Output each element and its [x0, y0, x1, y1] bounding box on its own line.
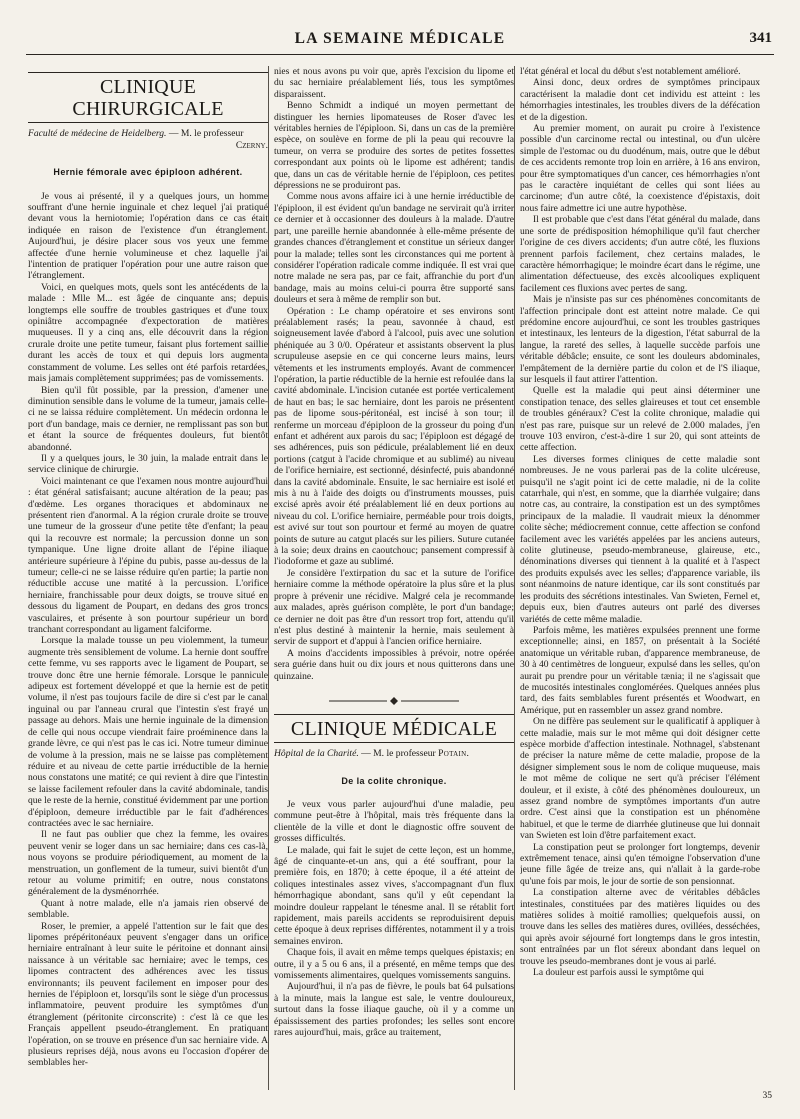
- column-2: [274, 66, 514, 1091]
- hospital-name: Hôpital de la Charité.: [274, 747, 359, 759]
- column-rule: [514, 66, 515, 1090]
- paragraph: Mais je n'insiste pas sur ces phénomènes concomitants de l'affection principale dont est atteint notre malade. Ce qui prédomine encore aujourd'hui, ce sont les troubles gastriques et intestinaux, les lenteurs de la digestion, l'état saburral de la langue, la rareté des selles, à laquelle succède parfois une véritable débâcle; ensuite, ce sont les douleurs abdominales, l'empâtement de la dernière partie du colon et de l'S iliaque, sur lesquels il faut attirer l'attention.: [520, 294, 760, 385]
- paragraph: Chaque fois, il avait en même temps quelques épistaxis; en outre, il y a 5 ou 6 ans, il a présenté, en même temps que des vomissements alimentaires, quelques vomissements sanguins.: [274, 947, 514, 982]
- ornament-separator: [329, 696, 459, 706]
- paragraph: Quelle est la maladie qui peut ainsi déterminer une constipation tenace, des selles glaireuses et tout cet ensemble de troubles généraux? C'est la colite chronique, maladie qui n'est pas rare, puisque sur un relevé de 2.000 malades, j'en trouve 103 environ, c'est-à-dire 1 sur 20, qui sont atteints de cette affection.: [520, 385, 760, 454]
- paragraph: Roser, le premier, a appelé l'attention sur le fait que des lipomes prépéritonéaux peuvent s'engager dans un orifice herniaire entraînant à leur suite le péritoine et donnant ainsi naissance à un véritable sac herniaire; avec le temps, ces lipomes contractent des adhérences avec les tissus environnants; ils peuvent facilement en imposer pour des hernies de l'épiploon et, lorsqu'ils sont le siège d'un processus inflammatoire, peuvent produire les symptômes d'un étranglement (péritonite circonscrite) : c'est là ce que les Français appellent pseudo-étranglement. En pratiquant l'opération, on se trouve en présence d'un sac herniaire vide. A plusieurs reprises déjà, nous avons eu l'occasion d'opérer de semblables her-: [28, 920, 268, 1069]
- paragraph: A moins d'accidents impossibles à prévoir, notre opérée sera guérie dans huit ou dix jours et nous quitterons dans une quinzaine.: [274, 647, 514, 682]
- subsection-title-colite: De la colite chronique.: [341, 775, 447, 786]
- paragraph: Il y a quelques jours, le 30 juin, la malade entrait dans le service clinique de chirurgie.: [28, 452, 268, 476]
- signature-mark: 35: [762, 1091, 772, 1101]
- professor-prefix: — M. le professeur: [361, 747, 436, 759]
- paragraph: Lorsque la malade tousse un peu violemment, la tumeur augmente très sensiblement de volume. La hernie dont souffre cette femme, vu ses rapports avec le ligament de Poupart, se trouve donc être une hernie fémorale. Lorsque le pannicule adipeux est fortement développé et que la hernie est de petit volume, il n'est pas toujours facile de dire si c'est par le canal inguinal ou par l'anneau crural que l'intestin s'est frayé un passage au dehors. Mais une hernie inguinale de la dimension de celle qui nous occupe viendrait faire proéminence dans la grande lèvre, ce qui n'est pas le cas ici. Notre tumeur diminue de volume à la pression, mais ne se laisse pas complètement réduire et au niveau de cette partie irréductible de la hernie nous constatons une matité; ce qui revient à dire que l'intestin se laisse facilement refouler dans la cavité abdominale, tandis que le reste de la hernie, constitué évidemment par une portion d'épiploon, demeure irréductible par le fait d'adhérences contractées avec le sac herniaire.: [28, 635, 268, 829]
- running-header: [26, 26, 774, 55]
- paragraph: Bien qu'il fût possible, par la pression, d'amener une diminution sensible dans le volume de la tumeur, jamais celle-ci ne se laissa réduire complètement. Un médecin ordonna le port d'un bandage, mais ce dernier, ne remplissant pas son but et étant la source de fréquentes douleurs, fut bientôt abandonné.: [28, 384, 268, 453]
- journal-title: LA SEMAINE MÉDICALE: [294, 30, 506, 47]
- paragraph: Le malade, qui fait le sujet de cette leçon, est un homme, âgé de cinquante-et-un ans, qui a été souffrant, pour la première fois, en 1870; à cette époque, il a été atteint de coliques intestinales assez vives, s'accompagnant d'un flux hémorrhagique abondant, sans qu'il y eût cependant la moindre douleur rappelant le ténesme anal. Il se rétablit fort rapidement, mais pareils accidents se reproduisirent depuis cette époque à deux reprises différentes, notamment il y a trois semaines environ.: [274, 844, 514, 947]
- faculty-name: Faculté de médecine de Heidelberg.: [28, 128, 167, 139]
- paragraph: Voici maintenant ce que l'examen nous montre aujourd'hui : état général satisfaisant; aucune altération de la peau; pas d'œdème. Les organes thoraciques et abdominaux ne présentent rien d'anormal. A la région crurale droite se trouve une tumeur de la grosseur d'une petite tête d'enfant; la peau qui la recouvre est normale; la percussion donne un son tympanique. Une ligne droite allant de l'épine iliaque antérieure supérieure à l'épine du pubis, passe au-dessus de la tumeur; celle-ci ne se laisse réduire qu'en partie; la partie non réductible accuse une matité à la percussion. L'orifice herniaire, franchissable pour deux doigts, se trouve situé en dessous du ligament de Poupart, en dedans des gros troncs vasculaires, et présente à son pourtour supérieur un bord tranchant correspondant au ligament falciforme.: [28, 475, 268, 636]
- paragraph: Les diverses formes cliniques de cette maladie sont nombreuses. Je ne vous parlerai pas de la colite ulcéreuse, puisqu'il ne s'agit point ici de cette maladie, ni de la colite catarrhale, qui n'est, en somme, que la diarrhée vulgaire; dans notre cas, au contraire, la constipation est un des symptômes principaux de la maladie. Il vaudrait mieux la dénommer colite sèche; médiocrement connue, cette affection se confond facilement avec les variétés appelées par les anciens auteurs, colite glutineuse, pseudo-membraneuse, glaireuse, etc., dénominations diverses qui tiennent à la qualité et à l'aspect des produits expulsés avec les selles; d'apparence variable, ils sont néanmoins de nature identique, car ils sont constitués par les produits des sécrétions intestinales. Van Swieten, Fernel et, depuis eux, bien d'autres auteurs ont parlé des diverses variétés de cette même maladie.: [520, 453, 760, 625]
- paragraph: Je considère l'extirpation du sac et la suture de l'orifice herniaire comme la méthode opératoire la plus sûre et la plus propre à prévenir une récidive. Malgré cela je recommande aux malades, après guérison complète, le port d'un bandage; ce dernier ne doit pas être d'un ressort trop fort, attendu qu'il n'est plus destiné à maintenir la hernie, mais seulement à servir de support et d'appui à l'ancien orifice herniaire.: [274, 567, 514, 648]
- column-1: [28, 66, 268, 1091]
- paragraph: Opération : Le champ opératoire et ses environs sont préalablement rasés; la peau, savonnée à chaud, est soigneusement lavée d'abord à l'alcool, puis avec une solution phéniquée au 3 0/0. Opérateur et assistants observent la plus scrupuleuse asepsie en ce qui concerne leurs mains, leurs vêtements et les instruments employés. Avant de commencer l'opération, la partie réductible de la hernie est refoulée dans la cavité abdominale. L'incision cutanée est portée verticalement de haut en bas; le sac herniaire, dont les parois ne présentent pas de lipome sous-péritonéal, est incisé à son tour; il renferme un morceau d'épiploon de la grosseur du poing d'un enfant et adhérent aux parois du sac; l'épiploon est dégagé de ses adhérences, puis son pédicule, préalablement lié en deux portions (catgut à l'acide chromique et au sublimé) au niveau de l'orifice herniaire, est sectionné, désinfecté, puis abandonné dans la cavité abdominale. Ensuite, le sac herniaire est isolé et mis à nu à l'aide des doigts ou d'instruments mousses, puis excisé après avoir été préalablement lié en deux portions au niveau du col. L'orifice herniaire, perméable pour trois doigts, est avivé sur tout son pourtour et fermé au moyen de quatre points de suture au catgut placés sur les piliers. Suture cutanée à la soie; deux drains en caoutchouc; pansement compressif à l'iodoforme et gaze au sublimé.: [274, 305, 514, 568]
- page-number: 341: [749, 30, 772, 46]
- column-3: [520, 66, 760, 1091]
- paragraph: Je veux vous parler aujourd'hui d'une maladie, peu commune peut-être à l'hôpital, mais très fréquente dans la clientèle de la ville et dont le diagnostic offre souvent de grosses difficultés.: [274, 798, 514, 845]
- paragraph: Je vous ai présenté, il y a quelques jours, un homme souffrant d'une hernie inguinale et chez lequel j'ai pratiqué devant vous la herniotomie; l'opération dans ce cas était indiquée en raison de l'existence d'un étranglement. Aujourd'hui, je désire placer sous vos yeux une femme affectée d'une hernie volumineuse et chez laquelle j'ai l'intention de pratiquer l'opération pour une autre raison que l'étranglement.: [28, 190, 268, 282]
- paragraph: Aujourd'hui, il n'a pas de fièvre, le pouls bat 64 pulsations à la minute, mais la langue est sale, le ventre douloureux, surtout dans la fosse iliaque gauche, où il y a comme un épaississement des parties profondes; les selles sont encore rares aujourd'hui, mais, grâce au traitement,: [274, 981, 514, 1039]
- paragraph: Il ne faut pas oublier que chez la femme, les ovaires peuvent venir se loger dans un sac herniaire; dans ces cas-là, nous voyons se produire périodiquement, au moment de la menstruation, un gonflement de la tumeur, suivi bientôt d'un retour au volume primitif; en outre, nous constatons généralement de la dysménorrhée.: [28, 829, 268, 898]
- professor-name: Czerny.: [235, 139, 268, 151]
- hospital-line: [274, 748, 514, 760]
- paragraph: Benno Schmidt a indiqué un moyen permettant de distinguer les hernies lipomateuses de Roser d'avec les véritables hernies de l'épiploon. Si, dans un cas de la première espèce, on soulève en forme de pli la peau qui recouvre la tumeur, on verra se produire des sortes de petites fossettes correspondant aux points où le lipome est adhérent; tandis que, dans un cas de véritable hernie de l'épiploon, ces petites dépressions ne se produiront pas.: [274, 100, 514, 192]
- professor-prefix: — M. le professeur: [168, 128, 244, 139]
- subsection-title-hernie: Hernie fémorale avec épiploon adhérent.: [53, 167, 243, 178]
- paragraph: La constipation alterne avec de véritables débâcles intestinales, constituées par des matières liquides ou des matières solides à moitié ramollies; quelquefois aussi, on trouve dans les selles des matières dures, ovillées, desséchées, qui après avoir séjourné fort longtemps dans le gros intestin, sont entraînées par un flot séreux abondant dans lequel on trouve les pseudo-membranes dont je vous ai parlé.: [520, 887, 760, 967]
- column-rule: [268, 66, 269, 1090]
- paragraph: Quant à notre malade, elle n'a jamais rien observé de semblable.: [28, 897, 268, 921]
- paragraph: l'état général et local du début s'est notablement amélioré.: [520, 66, 741, 77]
- professor-name: Potain.: [438, 747, 470, 759]
- faculty-line: [28, 128, 268, 151]
- paragraph: La constipation peut se prolonger fort longtemps, devenir extrêmement tenace, ainsi qu'en témoigne l'observation d'une jeune fille âgée de treize ans, qui n'allait à la garde-robe qu'une fois par mois, le jour de sortie de son pensionnat.: [520, 841, 760, 887]
- section-title-medicale: CLINIQUE MÉDICALE: [274, 714, 514, 743]
- section-title-chirurgicale: CLINIQUE CHIRURGICALE: [28, 72, 268, 123]
- paragraph: nies et nous avons pu voir que, après l'excision du lipome et du sac herniaire préalablement liés, tous les symptômes disparaissent.: [274, 66, 514, 100]
- paragraph: Parfois même, les matières expulsées prennent une forme exceptionnelle; ainsi, en 1857, on présentait à la Société anatomique un véritable ruban, d'apparence membraneuse, de 30 à 40 centimètres de longueur, expulsé dans les selles, qu'on aurait pu prendre pour un véritable tænia; il ne s'agissait que de mucosités intestinales conglomérées. Quelques années plus tard, des faits semblables furent présentés et Woodwart, en Amérique, put en rassembler un assez grand nombre.: [520, 624, 760, 716]
- paragraph: Ainsi donc, deux ordres de symptômes principaux caractérisent la maladie dont cet individu est atteint : les hémorrhagies intestinales, les troubles divers de la défécation et de la digestion.: [520, 77, 760, 123]
- paragraph: Il est probable que c'est dans l'état général du malade, dans une sorte de prédisposition hémophilique qu'il faut chercher l'origine de ces divers accidents; d'un autre côté, les fluxions prennent parfois facilement, chez certains malades, le caractère hémorrhagique; le moindre écart dans le régime, une alimentation défectueuse, des excès alcooliques expliquent facilement ces fluxions avec pertes de sang.: [520, 214, 760, 294]
- paragraph: Comme nous avons affaire ici à une hernie irréductible de l'épiploon, il est évident qu'un bandage ne servirait qu'à irriter ce dernier et à occasionner des douleurs à la malade. D'autre part, une pareille hernie abandonnée à elle-même présente de grandes chances d'étranglement et constitue un sérieux danger pour la malade; telles sont les circonstances qui me portent à considérer l'opération radicale comme indiquée. Il est vrai que notre malade ne sera pas, par ce fait, affranchie du port d'un bandage, mais au moins celui-ci pourra être supporté sans douleurs et sera à même de remplir son but.: [274, 191, 514, 306]
- paragraph: Au premier moment, on aurait pu croire à l'existence possible d'un carcinome rectal ou intestinal, ou d'un ulcère simple de l'estomac ou du duodénum, mais, outre que le début de ces accidents remonte trop loin en arrière, à 16 ans environ, pour être symptomatiques d'un cancer, ces hémorrhagies n'ont pas le caractère inquiétant de celles qui sont liées au carcinome; d'un autre côté, la coexistence d'épistaxis, doit nous faire admettre ici une autre hypothèse.: [520, 123, 760, 214]
- paragraph: Voici, en quelques mots, quels sont les antécédents de la malade : Mlle M... est âgée de cinquante ans; depuis longtemps elle souffre de troubles gastriques et d'une toux opiniâtre accompagnée d'expectoration de matières muqueuses. Il y a cinq ans, elle découvrit dans la région crurale droite une petite tumeur, faisant plus fortement saillie durant les accès de toux et qui depuis lors augmenta constamment de volume. Les selles ont été parfois retardées, mais jamais complètement supprimées; pas de vomissements.: [28, 281, 268, 385]
- paragraph: La douleur est parfois aussi le symptôme qui: [533, 967, 705, 979]
- paragraph: On ne diffère pas seulement sur le qualificatif à appliquer à cette maladie, mais sur le mot même qui doit désigner cette espèce morbide d'affection intestinale. Nothnagel, s'abstenant de préciser la nature même de cette maladie, propose de la désigner simplement sous le nom de colique muqueuse, mais le mot même de colique ne sert qu'à préciser l'élément douleur, et il existe, à côté des phénomènes douloureux, un assez grand nombre de symptômes importants d'un autre ordre. C'est ainsi que la constipation est un phénomène habituel, et que le terme de diarrhée glutineuse que lui donnait van Swieten est loin d'être parfaitement exact.: [520, 716, 760, 842]
